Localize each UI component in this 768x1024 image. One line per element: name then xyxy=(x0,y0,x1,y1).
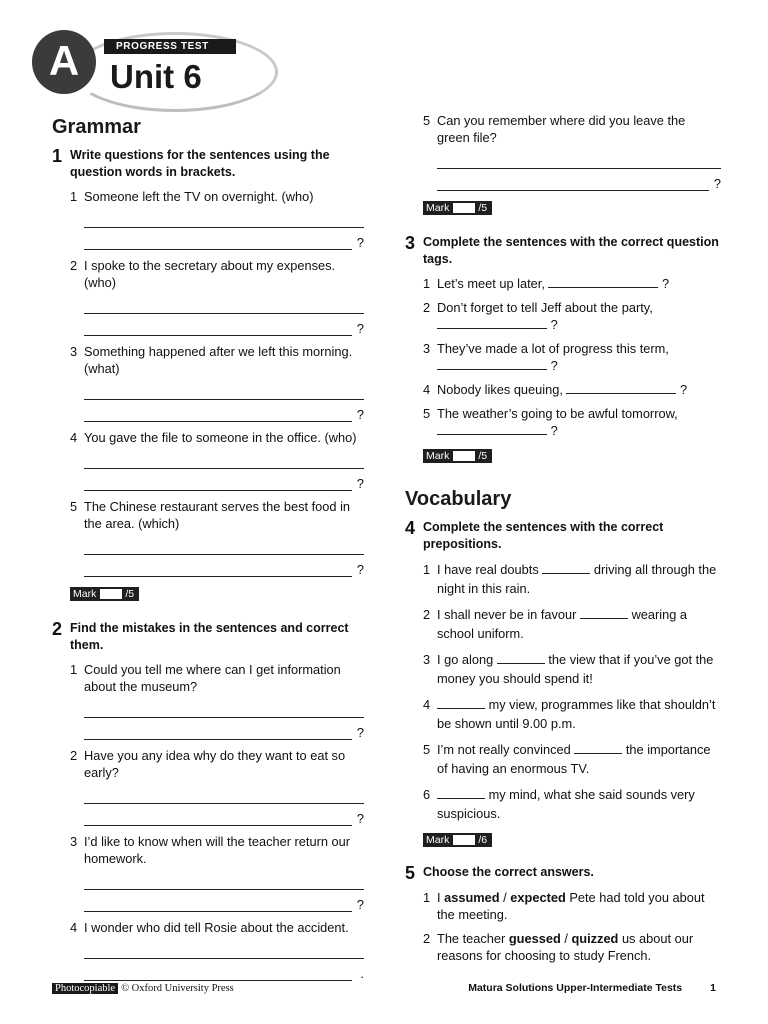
ex4-item-4: 4 my view, programmes like that shouldn’t be shown until 9.00 p.m. xyxy=(423,697,716,731)
item-text: Let’s meet up later, xyxy=(437,276,545,291)
mark-box-ex2: Mark /5 xyxy=(423,201,492,215)
left-column xyxy=(52,112,364,981)
answer-line[interactable]: ? xyxy=(84,314,364,336)
grammar-heading: Grammar xyxy=(52,116,141,138)
item-number: 4 xyxy=(70,430,78,445)
mark-score-field[interactable] xyxy=(100,589,122,599)
item-text: Someone left the TV on overnight. (who) xyxy=(84,189,314,204)
item-number: 5 xyxy=(423,113,431,128)
ex3-item-1: 1 Let’s meet up later, ? xyxy=(423,276,670,291)
exercise-number: 1 xyxy=(52,146,63,166)
answer-line[interactable]: ? xyxy=(84,804,364,826)
answer-line[interactable] xyxy=(84,695,364,718)
item-text: I’d like to know when will the teacher return our homework. xyxy=(84,834,351,866)
option-a[interactable]: guessed xyxy=(508,931,561,946)
ex3-item-3: 3 They’ve made a lot of progress this term, ? xyxy=(423,341,669,373)
item-text: Have you any idea why do they want to eat so early? xyxy=(84,748,346,780)
ex4-item-5: 5 I’m not really convinced the importance of having an enormous TV. xyxy=(423,742,711,776)
answer-line[interactable]: ? xyxy=(84,718,364,740)
item-text: I wonder who did tell Rosie about the accident. xyxy=(84,920,349,935)
ex4-item-2: 2 I shall never be in favour wearing a school uniform. xyxy=(423,607,688,641)
preposition-blank[interactable] xyxy=(542,561,590,574)
mark-score-field[interactable] xyxy=(453,451,475,461)
ex1-item-1 xyxy=(52,188,364,250)
ex5-item-1: 1 I assumed / expected Pete had told you about the meeting. xyxy=(423,890,705,922)
ex1-item-3 xyxy=(52,343,364,422)
ex1-item-4 xyxy=(52,429,364,491)
answer-line[interactable] xyxy=(84,377,364,400)
tag-blank[interactable] xyxy=(437,316,547,329)
answer-line[interactable] xyxy=(84,532,364,555)
mark-box-ex1: Mark /5 xyxy=(70,587,139,601)
item-number: 3 xyxy=(70,834,78,849)
vocabulary-heading: Vocabulary xyxy=(405,488,512,510)
ex4-item-6: 6 my mind, what she said sounds very suspicious. xyxy=(423,787,695,821)
exercise-instruction: Write questions for the sentences using the question words in brackets. xyxy=(70,148,330,179)
ex1-item-2 xyxy=(52,257,364,336)
tag-blank[interactable] xyxy=(566,381,676,394)
answer-line[interactable] xyxy=(84,446,364,469)
ex3-item-2: 2 Don’t forget to tell Jeff about the party, ? xyxy=(423,300,653,332)
answer-line[interactable]: ? xyxy=(437,169,721,191)
ex2-item-3 xyxy=(52,833,364,912)
exercise-instruction: Complete the sentences with the correct question tags. xyxy=(423,235,719,266)
answer-line[interactable] xyxy=(84,291,364,314)
mark-score-field[interactable] xyxy=(453,203,475,213)
tag-blank[interactable] xyxy=(437,422,547,435)
answer-line[interactable]: ? xyxy=(84,469,364,491)
answer-line[interactable]: ? xyxy=(84,890,364,912)
item-text: The weather’s going to be awful tomorrow, xyxy=(437,406,678,421)
item-number: 2 xyxy=(70,258,78,273)
exercise-number: 3 xyxy=(405,233,416,253)
ex2-item-5 xyxy=(405,112,721,191)
option-b[interactable]: expected xyxy=(510,890,566,905)
item-text: I spoke to the secretary about my expenses. (who) xyxy=(84,258,336,290)
preposition-blank[interactable] xyxy=(574,741,622,754)
option-a[interactable]: assumed xyxy=(444,890,500,905)
exercise-instruction: Complete the sentences with the correct prepositions. xyxy=(423,520,664,551)
photocopiable-label: Photocopiable xyxy=(52,983,118,994)
right-column xyxy=(405,112,721,964)
ex5-item-2: 2 The teacher guessed / quizzed us about our reasons for choosing to study French. xyxy=(423,931,694,963)
ex2-item-4 xyxy=(52,919,364,981)
exercise-1-header xyxy=(52,147,364,181)
option-b[interactable]: quizzed xyxy=(571,931,619,946)
answer-line[interactable]: . xyxy=(84,959,364,981)
answer-line[interactable] xyxy=(84,867,364,890)
item-text: You gave the file to someone in the office. (who) xyxy=(84,430,357,445)
answer-line[interactable] xyxy=(84,781,364,804)
ex2-item-2 xyxy=(52,747,364,826)
unit-header xyxy=(32,28,277,110)
exercise-number: 4 xyxy=(405,518,416,538)
exercise-5-header xyxy=(405,864,721,882)
answer-line[interactable]: ? xyxy=(84,228,364,250)
item-number: 3 xyxy=(70,344,78,359)
exercise-instruction: Choose the correct answers. xyxy=(423,865,594,879)
preposition-blank[interactable] xyxy=(437,696,485,709)
item-text: Something happened after we left this morning. (what) xyxy=(84,344,353,376)
item-number: 1 xyxy=(70,189,78,204)
item-text: Nobody likes queuing, xyxy=(437,382,563,397)
exercise-number: 5 xyxy=(405,863,416,883)
ex3-item-5: 5 The weather’s going to be awful tomorrow, ? xyxy=(423,406,678,438)
answer-line[interactable] xyxy=(437,146,721,169)
exercise-number: 2 xyxy=(52,619,63,639)
answer-line[interactable]: ? xyxy=(84,400,364,422)
preposition-blank[interactable] xyxy=(497,651,545,664)
ex4-item-3: 3 I go along the view that if you’ve got the money you should spend it! xyxy=(423,652,714,686)
exercise-instruction: Find the mistakes in the sentences and correct them. xyxy=(70,621,349,652)
ex3-item-4: 4 Nobody likes queuing, ? xyxy=(423,382,688,397)
item-number: 5 xyxy=(70,499,78,514)
preposition-blank[interactable] xyxy=(580,606,628,619)
answer-line[interactable] xyxy=(84,205,364,228)
test-letter-badge: A xyxy=(32,30,96,94)
tag-blank[interactable] xyxy=(548,275,658,288)
exercise-4-header xyxy=(405,519,721,553)
page-number: 1 xyxy=(710,982,716,994)
exercise-3-header xyxy=(405,234,721,268)
page-footer xyxy=(52,982,716,996)
item-text: The Chinese restaurant serves the best food in the area. (which) xyxy=(84,499,351,531)
item-text: Can you remember where did you leave the green file? xyxy=(437,113,686,145)
publisher: © Oxford University Press xyxy=(121,983,234,994)
mark-box-ex4: Mark /6 xyxy=(423,833,492,847)
mark-score-field[interactable] xyxy=(453,835,475,845)
exercise-2-header xyxy=(52,620,364,654)
item-number: 1 xyxy=(70,662,78,677)
mark-box-ex3: Mark /5 xyxy=(423,449,492,463)
ex2-item-1 xyxy=(52,661,364,740)
item-text: Don’t forget to tell Jeff about the party, xyxy=(437,300,653,315)
book-title: Matura Solutions Upper-Intermediate Tests xyxy=(468,982,683,994)
tag-blank[interactable] xyxy=(437,357,547,370)
ex4-item-1: 1 I have real doubts driving all through the night in this rain. xyxy=(423,562,717,596)
item-text: They’ve made a lot of progress this term, xyxy=(437,341,669,356)
preposition-blank[interactable] xyxy=(437,786,485,799)
progress-test-band: PROGRESS TEST xyxy=(104,39,236,54)
item-number: 2 xyxy=(70,748,78,763)
item-number: 4 xyxy=(70,920,78,935)
answer-line[interactable]: ? xyxy=(84,555,364,577)
ex1-item-5 xyxy=(52,498,364,577)
answer-line[interactable] xyxy=(84,936,364,959)
unit-title: Unit 6 xyxy=(110,58,202,95)
item-text: Could you tell me where can I get information about the museum? xyxy=(84,662,341,694)
